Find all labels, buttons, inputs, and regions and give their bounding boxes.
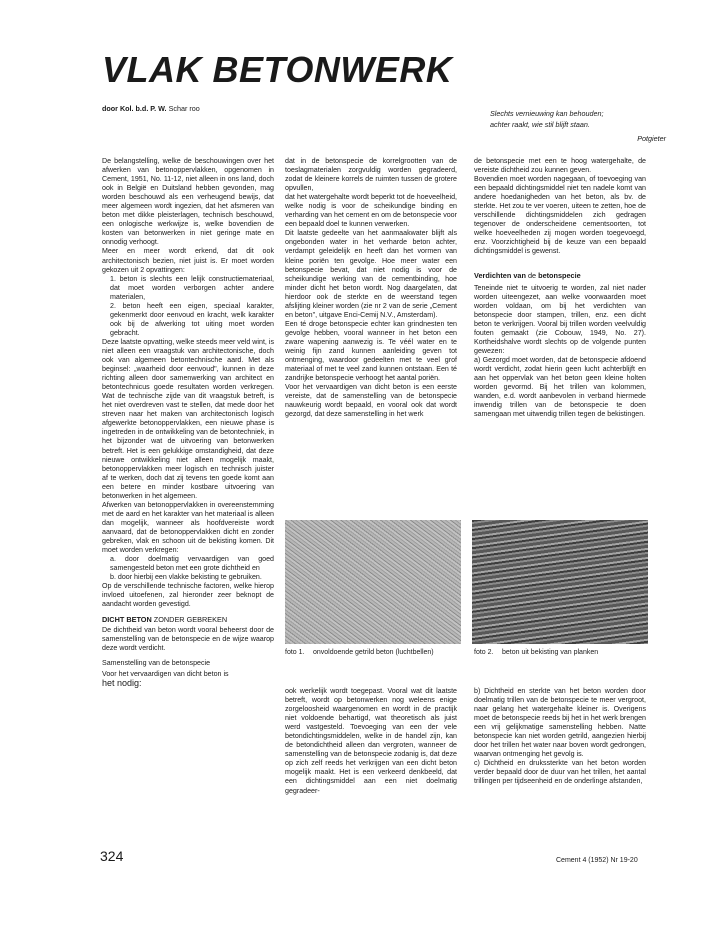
section-heading-rest: de xyxy=(527,270,537,280)
paragraph: c) Dichtheid en drukssterkte van het beton worden verder bepaald door de duur van het trillen, het aantal trillingen per tijdseenheid en de onderlinge afstanden, xyxy=(474,759,646,786)
epigraph-author: Potgieter xyxy=(637,134,666,143)
paragraph xyxy=(102,670,274,689)
list-item: 2. beton heeft een eigen, speciaal karakter, gekenmerkt door eenvoud en kracht, welk karakter ook bij de afwerking tot uiting moet worden gebracht. xyxy=(110,301,274,337)
section-heading-bold-2: betonspecie xyxy=(538,270,581,280)
caption-number: foto 1. xyxy=(285,649,305,656)
caption-text: beton uit bekisting van planken xyxy=(502,649,599,656)
column-3 xyxy=(474,157,646,419)
byline xyxy=(102,104,200,113)
paragraph: De belangstelling, welke de beschouwingen over het afwerken van betonoppervlakken, opgenomen in Cement, 1951, No. 11-12, niet alleen in ons land, doch ook in België en Duitsland hebben gevonden, mag worden beschouwd als een verheugend bewijs, dat meer algemeen wordt ingezien, dat het afsmeren van beton met dikke pleisterlagen, technisch beschouwd, een onlogische werkwijze is, welke bovendien de kosten van betonwerken in niet geringe mate en onnodig verhoogt. xyxy=(102,157,274,247)
epigraph-line-1: Slechts vernieuwing kan behouden; xyxy=(490,109,604,118)
article-title: VLAK BETONWERK xyxy=(102,49,453,90)
paragraph-text-large: het nodig: xyxy=(102,677,142,688)
paragraph-text: Voor het vervaardigen van dicht beton is xyxy=(102,669,229,678)
paragraph: Afwerken van betonoppervlakken in overeenstemming met de aard en het karakter van het materiaal is alleen dan mogelijk, wanneer als hoofdvereiste wordt aanvaard, dat de betonoppervlakken dicht en zonder gebreken, vlak en schoon uit de bekisting komen. Dit moet worden verkregen: xyxy=(102,500,274,555)
subheading: Samenstelling van de betonspecie xyxy=(102,658,211,667)
photo-1 xyxy=(285,520,461,644)
paragraph: a) Gezorgd moet worden, dat de betonspecie afdoend wordt verdicht, zodat hierin geen lucht achterblijft en aan het oppervlak van het beton geen kleine holten worden gevormd. Bij het trillen van kolommen, wanden, e.d. wordt aanbevolen in verband hiermede inwendig trillen van de betonspecie te doen samengaan met uitwendig trillen tegen de bekistingen. xyxy=(474,355,646,419)
column-1 xyxy=(102,157,274,689)
column-3-lower xyxy=(474,687,646,787)
epigraph xyxy=(490,108,666,144)
journal-reference: Cement 4 (1952) Nr 19-20 xyxy=(556,857,638,864)
list-item: b. door hierbij een vlakke bekisting te gebruiken. xyxy=(110,573,262,582)
byline-author: door Kol. b.d. P. W. xyxy=(102,104,167,113)
paragraph: dat het watergehalte wordt beperkt tot de hoeveelheid, welke nodig is voor de scheikundige binding en verharding van het cement en om de betonspecie voor een bepaald doel te kunnen verwerken. xyxy=(285,193,457,229)
paragraph: Meer en meer wordt erkend, dat dit ook architectonisch bezien, niet juist is. Er moet worden gekozen uit 2 opvattingen: xyxy=(102,247,274,274)
paragraph: Een té droge betonspecie echter kan grindnesten ten gevolge hebben, vooral wanneer in het beton een zware wapening aanwezig is. Te véél water en te weinig fijn zand kunnen aanleiding geven tot ontmenging, waardoor gedeelten met te veel grof materiaal of met te veel zand kunnen ontstaan. Een té zandrijke betonspecie verhoogt het aantal poriën. xyxy=(285,319,457,383)
photo-1-caption xyxy=(285,648,461,657)
section-heading-bold: Verdichten van xyxy=(474,270,526,280)
page-number: 324 xyxy=(100,848,124,864)
paragraph: Dit laatste gedeelte van het aanmaakwater blijft als ongebonden water in het verharde beton achter, verdampt geleidelijk en heeft dan het vormen van kleine poriën ten gevolge. Hoe meer water een betonspecie bevat, dat niet nodig is voor de scheikundige werking van de cementbinding, hoe minder dicht het beton wordt. Nog daargelaten, dat hierdoor ook de sterkte en de weerstand tegen afslijting kleiner worden (zie nr 2 van de serie „Cement en beton", uitgave Enci-Cemij N.V., Amsterdam). xyxy=(285,229,457,319)
caption-text: onvoldoende getrild beton (luchtbellen) xyxy=(313,649,434,656)
section-heading xyxy=(102,615,274,624)
list-item: 1. beton is slechts een lelijk constructiemateriaal, dat moet worden verborgen achter andere materialen, xyxy=(110,274,274,301)
paragraph: dat in de betonspecie de korrelgrootten van de toeslagmaterialen zorgvuldig worden gegradeerd, zodat de kleinere korrels de ruimten tussen de grotere opvullen, xyxy=(285,157,457,193)
paragraph: Voor het vervaardigen van dicht beton is een eerste vereiste, dat de samenstelling van de betonspecie nauwkeurig wordt bepaald, en vooral ook dat wordt gezorgd, dat deze samenstelling in het werk xyxy=(285,383,457,419)
caption-number: foto 2. xyxy=(474,649,494,656)
paragraph: Teneinde niet te uitvoerig te worden, zal niet nader worden uiteengezet, aan welke voorwaarden moet worden voldaan, om bij het verdichten van betonspecie door stampen, trillen, enz. een dicht beton te verkrijgen. Vooral bij trillen worden veelvuldig fouten gemaakt (zie Cobouw, 1949, No. 27). Kortheidshalve wordt slechts op de volgende punten gewezen: xyxy=(474,283,646,355)
paragraph: Bovendien moet worden nagegaan, of toevoeging van een bepaald dichtingsmiddel niet ten nadele komt van andere hoedanigheden van het beton, als bv. de sterkte. Het zou te ver voeren, uiteen te zetten, hoe de verschillende dichtingsmiddelen zich gedragen tegenover de onderscheidene cementsoorten, tot welke hoeveelheden zij mogen worden toegevoegd, enz. Voorzichtigheid bij de keuze van een bepaald dichtingsmiddel is gewenst. xyxy=(474,175,646,256)
list-item: a. door doelmatig vervaardigen van goed samengesteld beton met een grote dichtheid en xyxy=(110,555,274,573)
paragraph: b) Dichtheid en sterkte van het beton worden door doelmatig trillen van de betonspecie te meer vergroot, naar gelang het watergehalte kleiner is. Overigens moet de betonspecie reeds bij het in het werk brengen een vrij gelijkmatige samenstelling hebben. Natte betonspecie kan niet worden getrild, aangezien hierbij door het trillen het water naar boven wordt gedrongen, waarvan ontmenging het gevolg is. xyxy=(474,687,646,759)
epigraph-line-2: achter raakt, wie stil blijft staan. xyxy=(490,120,590,129)
paragraph: De dichtheid van beton wordt vooral beheerst door de samenstelling van de betonspecie en de wijze waarop deze wordt verdicht. xyxy=(102,626,274,653)
paragraph: de betonspecie met een te hoog watergehalte, de vereiste dichtheid zou kunnen geven. xyxy=(474,157,646,175)
paragraph: ook werkelijk wordt toegepast. Vooral wat dit laatste betreft, wordt op betonwerken nog weleens enige zorgeloosheid waargenomen en wordt in de practijk niet voldoende behartigd, wat theoretisch als juist werd vastgesteld. Toevoeging van een der vele betondichtingsmiddelen, welke in de handel zijn, kan de betondichtheid alleen dan vergroten, wanneer de samenstelling van de betonspecie zodanig is, dat deze op zich zelf reeds het verkrijgen van een dicht beton mogelijk maakt. Het is een verkeerd denkbeeld, dat een dichtingsmiddel aan een niet doelmatig gegradeer- xyxy=(285,687,457,795)
column-2 xyxy=(285,157,457,419)
section-heading-bold: DICHT BETON xyxy=(102,615,152,625)
photo-2-caption xyxy=(474,648,650,657)
paragraph: Deze laatste opvatting, welke steeds meer veld wint, is niet alleen een vraagstuk van architectonische, doch ook van algemeen betontechnische aard. Met als beginsel: „waarheid door eenvoud", kunnen in deze richting alleen door samenwerking van architect en betontechnicus goede resultaten worden verkregen. Wat de technische zijde van dit vraagstuk betreft, is het niet overdreven vast te stellen, dat mede door het streven naar het maken van architectonisch logisch afgewerkte betonoppervlakken, een nieuwe phase is ingetreden in de ontwikkeling van de betontechniek, in het bijzonder wat de uitvoering van betonwerken betreft. Het is een gelukkige omstandigheid, dat deze nieuwe ontwikkeling niet alleen mogelijk maakt, betonoppervlakken meer logisch en technisch juister af te werken, doch dat zij tevens ten goede komt aan een betere en minder kostbare uitvoering van betonwerken in het algemeen. xyxy=(102,337,274,500)
section-heading xyxy=(474,271,646,280)
section-heading-rest: ZONDER GEBREKEN xyxy=(153,615,228,625)
column-2-lower xyxy=(285,687,457,796)
byline-name: Schar roo xyxy=(168,104,200,113)
paragraph: Op de verschillende technische factoren, welke hierop invloed uitoefenen, zal hieronder zeer beknopt de aandacht worden gevestigd. xyxy=(102,582,274,609)
photo-2 xyxy=(472,520,648,644)
